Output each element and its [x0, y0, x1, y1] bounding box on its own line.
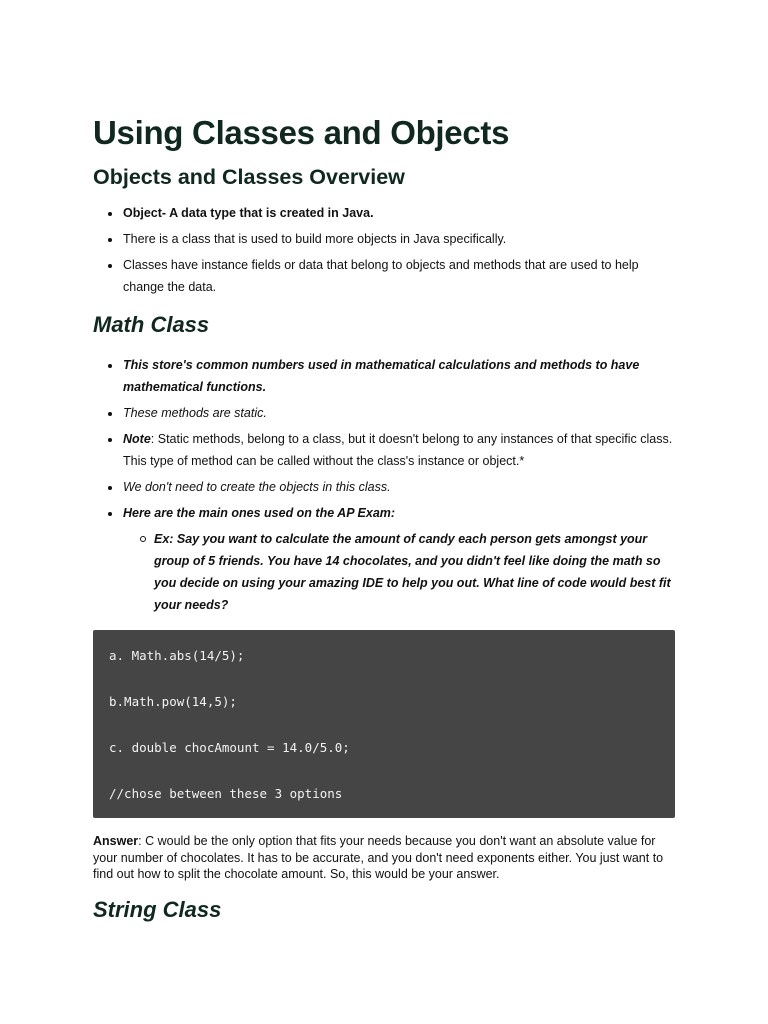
example-item: Ex: Say you want to calculate the amount of candy each person gets amongst your group of 5 friends. You have 14 chocolates, and you didn't feel like doing the math so you decide on using your amazing IDE to help you out. What line of code would best fit your needs?	[123, 528, 683, 616]
answer-text: : C would be the only option that fits your needs because you don't want an absolute value for your number of chocolates. It has to be accurate, and you don't need exponents either. You just want to find out how to split the chocolate amount. So, this would be your answer.	[93, 834, 664, 881]
code-block	[93, 630, 675, 818]
list-item: There is a class that is used to build more objects in Java specifically.	[93, 228, 683, 250]
code-line: //chose between these 3 options	[109, 786, 343, 801]
code-line: a. Math.abs(14/5);	[109, 648, 245, 663]
string-class-heading: String Class	[93, 897, 222, 922]
list-item	[93, 428, 683, 472]
list-item: We don't need to create the objects in this class.	[93, 476, 683, 498]
math-list	[93, 354, 683, 616]
ap-exam-label: Here are the main ones used on the AP Exam:	[123, 506, 396, 520]
page-title: Using Classes and Objects	[93, 114, 510, 151]
list-item: Object- A data type that is created in Java.	[93, 202, 683, 224]
document-content	[93, 112, 683, 925]
list-item: These methods are static.	[93, 402, 683, 424]
note-label: Note	[123, 432, 151, 446]
list-item: Classes have instance fields or data that belong to objects and methods that are used to help change the data.	[93, 254, 683, 298]
code-line: c. double chocAmount = 14.0/5.0;	[109, 740, 350, 755]
note-text: : Static methods, belong to a class, but it doesn't belong to any instances of that specific class. This type of method can be called without the class's instance or object.*	[123, 432, 673, 468]
overview-heading: Objects and Classes Overview	[93, 165, 405, 189]
overview-list	[93, 202, 683, 298]
answer-label: Answer	[93, 834, 139, 848]
code-line: b.Math.pow(14,5);	[109, 694, 237, 709]
answer-paragraph	[93, 833, 673, 883]
example-list	[123, 528, 683, 616]
math-class-heading: Math Class	[93, 312, 210, 337]
list-item: This store's common numbers used in mathematical calculations and methods to have mathematical functions.	[93, 354, 683, 398]
list-item	[93, 502, 683, 616]
